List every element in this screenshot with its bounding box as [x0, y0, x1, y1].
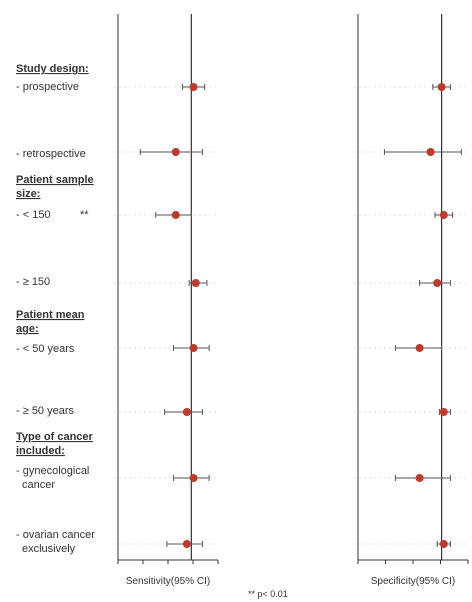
row-labels: [16, 63, 95, 555]
label-ge150: - ≥ 150: [16, 276, 51, 288]
point-estimate: [183, 408, 191, 416]
x-axis-label: Sensitivity(95% CI): [125, 576, 211, 587]
point-estimate: [427, 148, 435, 156]
point-estimate: [416, 344, 424, 352]
point-estimate: [440, 408, 448, 416]
header-mean-age-1: Patient mean: [16, 309, 85, 321]
header-cancer-type-1: Type of cancer: [16, 431, 93, 443]
label-prospective: - prospective: [16, 81, 79, 93]
header-mean-age-2: age:: [16, 323, 39, 335]
label-ov-1: - ovarian cancer: [16, 529, 95, 541]
point-estimate: [172, 211, 180, 219]
point-estimate: [183, 540, 191, 548]
header-sample-size-2: size:: [16, 188, 41, 200]
point-estimate: [192, 279, 200, 287]
point-estimate: [190, 83, 198, 91]
point-estimate: [416, 474, 424, 482]
header-cancer-type-2: included:: [16, 445, 65, 457]
label-lt150: - < 150: [16, 209, 51, 221]
header-study-design: Study design:: [16, 63, 89, 75]
point-estimate: [440, 211, 448, 219]
point-estimate: [190, 344, 198, 352]
point-estimate: [172, 148, 180, 156]
point-estimate: [440, 540, 448, 548]
footnote: ** p< 0.01: [248, 589, 288, 599]
sensitivity-panel: [114, 14, 218, 587]
label-ge50: - ≥ 50 years: [16, 405, 75, 417]
point-estimate: [190, 474, 198, 482]
label-gyn-1: - gynecological: [16, 465, 90, 477]
x-axis-label: Specificity(95% CI): [370, 576, 456, 587]
label-retrospective: - retrospective: [16, 148, 86, 160]
label-ov-2: exclusively: [22, 543, 76, 555]
header-sample-size-1: Patient sample: [16, 174, 94, 186]
label-lt50: - < 50 years: [16, 343, 75, 355]
label-gyn-2: cancer: [22, 479, 56, 491]
significance-mark: **: [80, 209, 89, 221]
point-estimate: [438, 83, 446, 91]
specificity-panel: [354, 14, 468, 587]
point-estimate: [433, 279, 441, 287]
